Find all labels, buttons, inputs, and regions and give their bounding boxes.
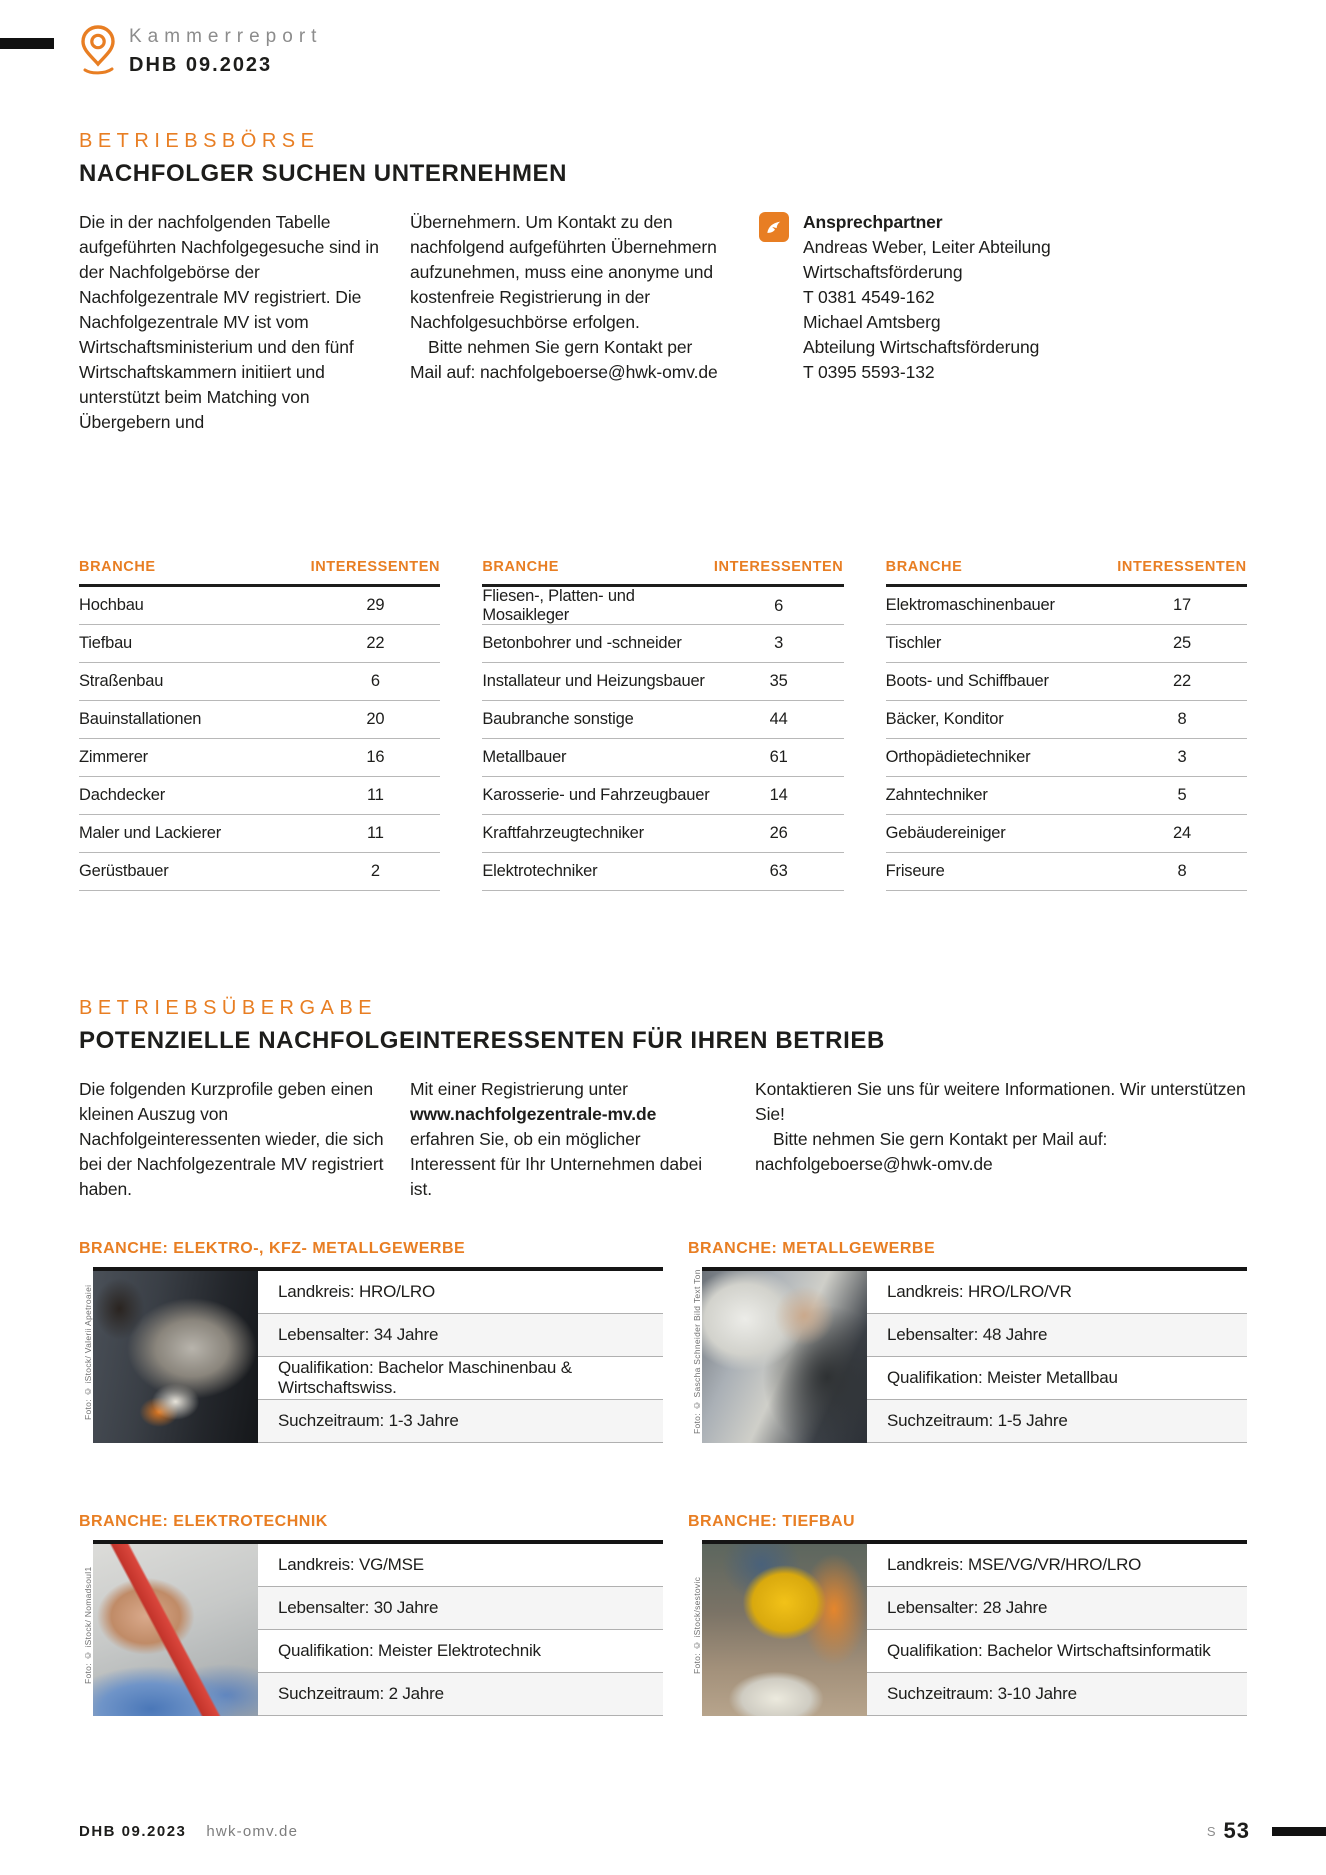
- paragraph: Übernehmern. Um Kontakt zu den nachfolgend aufgeführten Übernehmern aufzunehmen, muss eine anonyme und kostenfreie Registrierung in der Nachfolgesuchbörse erfolgen.: [410, 212, 717, 332]
- interessenten-cell: 61: [769, 748, 788, 766]
- column-header-interessenten: INTERESSENTEN: [713, 559, 844, 575]
- profile-photo-electrician: [93, 1544, 258, 1716]
- table-body: [482, 587, 843, 891]
- paragraph: Bitte nehmen Sie gern Kontakt per Mail auf: nachfolgeboerse@hwk-omv.de: [410, 337, 718, 382]
- profile-detail-row: Lebensalter: 30 Jahre: [258, 1587, 663, 1630]
- card-branche-heading: BRANCHE: ELEKTROTECHNIK: [79, 1513, 328, 1530]
- profile-card-metallgewerbe: [688, 1240, 1247, 1443]
- table-row: [886, 815, 1247, 853]
- branche-cell: Elektromaschinenbauer: [885, 596, 1055, 614]
- paragraph: Bitte nehmen Sie gern Kontakt per Mail auf: nachfolgeboerse@hwk-omv.de: [755, 1129, 1108, 1174]
- page-footer: [79, 1818, 1326, 1844]
- table-header-row: [886, 559, 1247, 587]
- page-label: S: [1206, 1823, 1217, 1839]
- uebergabe-col-3: [741, 1077, 1247, 1202]
- footer-website: hwk-omv.de: [206, 1822, 299, 1840]
- text-run: erfahren Sie, ob ein möglicher Interessent für Ihr Unternehmen dabei ist.: [410, 1129, 703, 1199]
- uebergabe-col-1: [79, 1077, 391, 1202]
- profile-photo-metalworker: [702, 1271, 867, 1443]
- branche-cell: Elektrotechniker: [482, 862, 598, 880]
- profile-detail-row: Qualifikation: Meister Metallbau: [867, 1357, 1247, 1400]
- photo-credit: Foto: © iStock/ Valerii Apetroaiei: [83, 1284, 93, 1420]
- branche-cell: Tiefbau: [79, 634, 133, 652]
- website-link[interactable]: www.nachfolgezentrale-mv.de: [410, 1104, 657, 1124]
- profile-detail-row: Suchzeitraum: 1-5 Jahre: [867, 1400, 1247, 1443]
- section-kicker-betriebsboerse: BETRIEBSBÖRSE: [79, 130, 320, 152]
- table-row: [886, 701, 1247, 739]
- profile-detail-row: Suchzeitraum: 3-10 Jahre: [867, 1673, 1247, 1716]
- branche-cell: Betonbohrer und -schneider: [482, 634, 682, 652]
- table-row: [482, 777, 843, 815]
- photo-credit: Foto: © iStock/sestovic: [692, 1576, 702, 1674]
- table-row: [79, 777, 440, 815]
- interessenten-cell: 2: [370, 862, 380, 880]
- table-row: [482, 739, 843, 777]
- column-header-branche: BRANCHE: [79, 559, 156, 575]
- table-row: [79, 701, 440, 739]
- table-group-1: [79, 559, 440, 891]
- profile-detail-row: Landkreis: HRO/LRO/VR: [867, 1271, 1247, 1314]
- contact-lines: [803, 235, 1051, 385]
- interessenten-cell: 3: [774, 634, 784, 652]
- table-body: [79, 587, 440, 891]
- branche-cell: Gerüstbauer: [79, 862, 169, 880]
- profile-detail-row: Landkreis: VG/MSE: [258, 1544, 663, 1587]
- location-pin-icon: [79, 24, 117, 76]
- card-branche-heading: BRANCHE: ELEKTRO-, KFZ- METALLGEWERBE: [79, 1240, 466, 1257]
- interessenten-cell: 17: [1173, 596, 1191, 614]
- brand-header: [79, 24, 322, 77]
- column-header-branche: BRANCHE: [885, 559, 963, 575]
- table-row: [886, 739, 1247, 777]
- intro-columns-2: [79, 1077, 1247, 1202]
- profile-card-elektrotechnik: [79, 1513, 663, 1716]
- branche-cell: Bauinstallationen: [79, 710, 202, 728]
- table-row: [886, 853, 1247, 891]
- paragraph: Kontaktieren Sie uns für weitere Informationen. Wir unterstützen Sie!: [755, 1079, 1246, 1124]
- profile-details: [867, 1271, 1247, 1443]
- branche-cell: Baubranche sonstige: [482, 710, 634, 728]
- branche-cell: Dachdecker: [79, 786, 166, 804]
- bird-icon: [759, 212, 789, 242]
- interessenten-cell: 24: [1173, 824, 1191, 842]
- profile-details: [867, 1544, 1247, 1716]
- interessenten-table: [79, 559, 1247, 891]
- branche-cell: Hochbau: [79, 596, 144, 614]
- section-kicker-betriebsuebergabe: BETRIEBSÜBERGABE: [79, 997, 378, 1019]
- intro-columns: [79, 210, 1247, 435]
- table-row: [886, 625, 1247, 663]
- profile-detail-row: Qualifikation: Bachelor Maschinenbau & Wirtschaftswiss.: [258, 1357, 663, 1400]
- contact-block: [741, 210, 1247, 435]
- table-row: [886, 663, 1247, 701]
- profile-detail-row: Lebensalter: 48 Jahre: [867, 1314, 1247, 1357]
- table-group-2: [482, 559, 843, 891]
- contact-line: T 0381 4549-162: [803, 287, 935, 307]
- interessenten-cell: 11: [366, 786, 384, 804]
- table-row: [482, 701, 843, 739]
- branche-cell: Gebäudereiniger: [885, 824, 1006, 842]
- interessenten-cell: 35: [769, 672, 788, 690]
- top-left-rule: [0, 38, 54, 49]
- branche-cell: Friseure: [885, 862, 945, 880]
- profile-photo-mechanic: [93, 1271, 258, 1443]
- profile-photo-construction: [702, 1544, 867, 1716]
- interessenten-cell: 3: [1177, 748, 1187, 766]
- card-branche-heading: BRANCHE: METALLGEWERBE: [688, 1240, 936, 1257]
- paragraph: [410, 1077, 722, 1202]
- branche-cell: Maler und Lackierer: [79, 824, 222, 842]
- interessenten-cell: 20: [366, 710, 385, 728]
- branche-cell: Installateur und Heizungsbauer: [482, 672, 705, 690]
- table-row: [482, 663, 843, 701]
- table-body: [886, 587, 1247, 891]
- interessenten-cell: 14: [769, 786, 788, 804]
- table-row: [482, 815, 843, 853]
- interessenten-cell: 44: [769, 710, 788, 728]
- table-row: [482, 587, 843, 625]
- table-row: [886, 587, 1247, 625]
- interessenten-cell: 6: [370, 672, 380, 690]
- interessenten-cell: 16: [366, 748, 385, 766]
- profile-details: [258, 1271, 663, 1443]
- profile-cards: [79, 1240, 1247, 1716]
- branche-cell: Karosserie- und Fahrzeugbauer: [482, 786, 710, 804]
- branche-cell: Zahntechniker: [885, 786, 988, 804]
- table-header-row: [482, 559, 843, 587]
- interessenten-cell: 8: [1177, 862, 1187, 880]
- branche-cell: Kraftfahrzeugtechniker: [482, 824, 644, 842]
- table-row: [79, 587, 440, 625]
- interessenten-cell: 63: [769, 862, 788, 880]
- branche-cell: Boots- und Schiffbauer: [885, 672, 1049, 690]
- paragraph: Die in der nachfolgenden Tabelle aufgeführten Nachfolgegesuche sind in der Nachfolgebörse der Nachfolgezentrale MV registriert. Die Nachfolgezentrale MV ist vom Wirtschaftsministerium und den fünf Wirtschaftskammern initiiert und unterstützt beim Matching von Übergebern und: [79, 212, 379, 432]
- contact-line: Abteilung Wirtschaftsförderung: [803, 337, 1040, 357]
- section-title-nachfolger: NACHFOLGER SUCHEN UNTERNEHMEN: [79, 160, 568, 187]
- branche-cell: Metallbauer: [482, 748, 567, 766]
- magazine-name: Kammerreport: [129, 26, 323, 47]
- interessenten-cell: 29: [366, 596, 385, 614]
- intro-col-2: [410, 210, 722, 435]
- profile-details: [258, 1544, 663, 1716]
- photo-credit: Foto: © iStock/ Nomadsoul1: [83, 1566, 93, 1684]
- profile-detail-row: Landkreis: HRO/LRO: [258, 1271, 663, 1314]
- table-row: [886, 777, 1247, 815]
- footer-issue: DHB 09.2023: [79, 1822, 187, 1840]
- table-row: [79, 739, 440, 777]
- photo-credit: Foto: © Sascha Schneider Bild Text Ton: [692, 1269, 702, 1435]
- profile-detail-row: Lebensalter: 34 Jahre: [258, 1314, 663, 1357]
- branche-cell: Orthopädietechniker: [885, 748, 1031, 766]
- table-row: [482, 853, 843, 891]
- column-header-interessenten: INTERESSENTEN: [1117, 559, 1247, 575]
- bottom-right-rule: [1272, 1827, 1326, 1836]
- table-row: [79, 663, 440, 701]
- table-header-row: [79, 559, 440, 587]
- issue-label: DHB 09.2023: [129, 54, 273, 76]
- contact-line: T 0395 5593-132: [803, 362, 935, 382]
- table-row: [79, 625, 440, 663]
- page-number: 53: [1223, 1818, 1250, 1843]
- column-header-interessenten: INTERESSENTEN: [310, 559, 441, 575]
- profile-detail-row: Lebensalter: 28 Jahre: [867, 1587, 1247, 1630]
- card-branche-heading: BRANCHE: TIEFBAU: [688, 1513, 856, 1530]
- profile-card-tiefbau: [688, 1513, 1247, 1716]
- table-row: [79, 853, 440, 891]
- contact-line: Andreas Weber, Leiter Abteilung: [803, 237, 1051, 257]
- interessenten-cell: 26: [769, 824, 788, 842]
- section-title-nachfolgeinteressenten: POTENZIELLE NACHFOLGEINTERESSENTEN FÜR IHREN BETRIEB: [79, 1027, 885, 1054]
- column-header-branche: BRANCHE: [482, 559, 560, 575]
- interessenten-cell: 22: [366, 634, 385, 652]
- branche-cell: Bäcker, Konditor: [885, 710, 1004, 728]
- table-group-3: [886, 559, 1247, 891]
- contact-line: Michael Amtsberg: [803, 312, 941, 332]
- interessenten-cell: 8: [1177, 710, 1187, 728]
- interessenten-cell: 25: [1173, 634, 1191, 652]
- contact-heading: Ansprechpartner: [803, 212, 943, 232]
- interessenten-cell: 5: [1177, 786, 1187, 804]
- intro-col-1: [79, 210, 391, 435]
- profile-detail-row: Qualifikation: Bachelor Wirtschaftsinformatik: [867, 1630, 1247, 1673]
- branche-cell: Zimmerer: [79, 748, 148, 766]
- interessenten-cell: 6: [774, 596, 784, 615]
- table-row: [482, 625, 843, 663]
- branche-cell: Fliesen-, Platten- und Mosaikleger: [482, 587, 635, 624]
- profile-detail-row: Qualifikation: Meister Elektrotechnik: [258, 1630, 663, 1673]
- uebergabe-col-2: [410, 1077, 722, 1202]
- paragraph: Die folgenden Kurzprofile geben einen kleinen Auszug von Nachfolgeinteressenten wieder, die sich bei der Nachfolgezentrale MV registriert haben.: [79, 1079, 384, 1199]
- branche-cell: Tischler: [885, 634, 942, 652]
- branche-cell: Straßenbau: [79, 672, 164, 690]
- text-run: Mit einer Registrierung unter: [410, 1079, 628, 1099]
- contact-line: Wirtschaftsförderung: [803, 262, 963, 282]
- profile-detail-row: Landkreis: MSE/VG/VR/HRO/LRO: [867, 1544, 1247, 1587]
- interessenten-cell: 22: [1173, 672, 1191, 690]
- table-row: [79, 815, 440, 853]
- interessenten-cell: 11: [366, 824, 384, 842]
- profile-card-elektro-kfz-metall: [79, 1240, 663, 1443]
- profile-detail-row: Suchzeitraum: 2 Jahre: [258, 1673, 663, 1716]
- profile-detail-row: Suchzeitraum: 1-3 Jahre: [258, 1400, 663, 1443]
